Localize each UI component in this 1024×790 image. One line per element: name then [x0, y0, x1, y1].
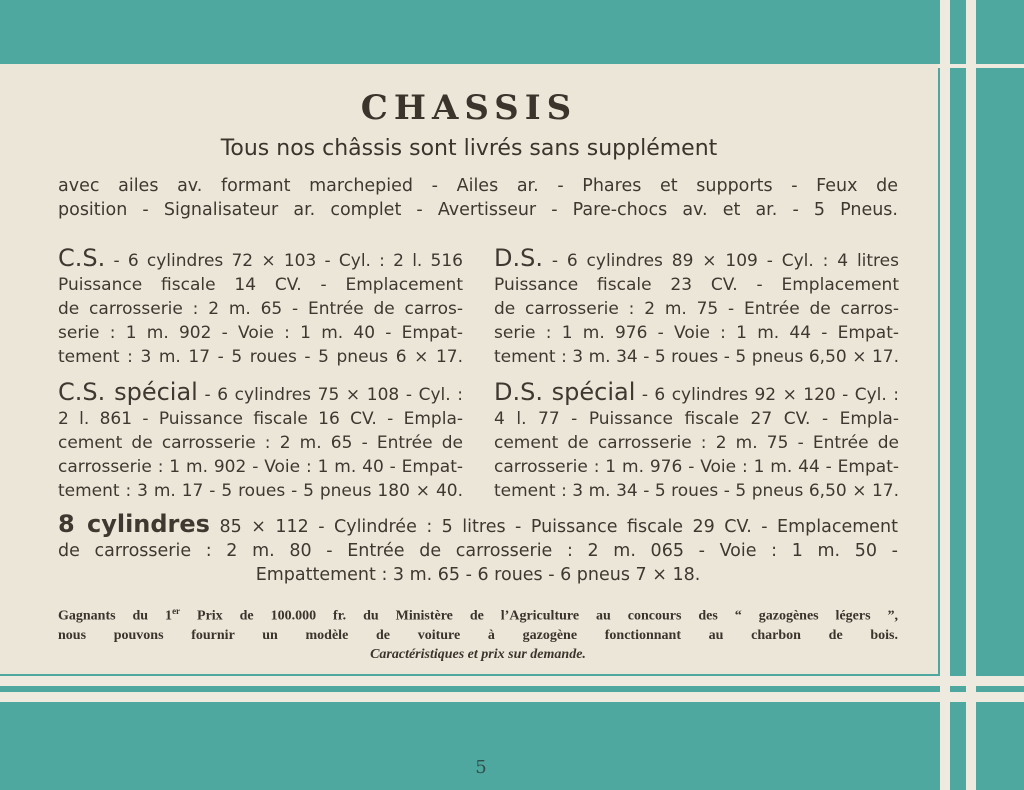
note-line: nous pouvons fournir un modèle de voiture à gazogène fonctionnant au charbon de bois. [58, 627, 898, 643]
page-number: 5 [475, 757, 487, 778]
spec-line: 4 l. 77 - Puissance fiscale 27 CV. - Empla- [494, 409, 899, 429]
spec-line: de carrosserie : 2 m. 65 - Entrée de carros- [58, 299, 463, 319]
frame-stripe [966, 0, 976, 790]
intro-line: position - Signalisateur ar. complet - Avertisseur - Pare-chocs av. et ar. - 5 Pneus. [58, 200, 898, 220]
spec-line: cement de carrosserie : 2 m. 75 - Entrée de [494, 433, 899, 453]
model-name: D.S. [494, 244, 543, 272]
spec-line: Empattement : 3 m. 65 - 6 roues - 6 pneus 7 × 18. [255, 565, 701, 585]
model-name: C.S. spécial [58, 378, 198, 406]
spec-text: - 6 cylindres 72 × 103 - Cyl. : 2 l. 516 [105, 251, 463, 271]
gazogene-note: Gagnants du 1er Prix de 100.000 fr. du Ministère de l’Agriculture au concours des “ gazogènes légers ”, nous pouvons fournir un modèle de voiture à gazogène fonctionnant au charbon de bois. Caractéristiques et prix sur demande. [58, 606, 898, 662]
frame-stripe [0, 676, 1024, 686]
frame-stripe [940, 0, 950, 790]
intro-line: avec ailes av. formant marchepied - Ailes ar. - Phares et supports - Feux de [58, 176, 898, 196]
intro-paragraph [58, 174, 898, 222]
spec-text: - 6 cylindres 92 × 120 - Cyl. : [635, 385, 899, 405]
page-subtitle: Tous nos châssis sont livrés sans supplément [220, 136, 718, 161]
frame-stripe [0, 692, 1024, 702]
spec-line: Puissance fiscale 23 CV. - Emplacement [494, 275, 899, 295]
model-8-cylindres [58, 512, 898, 587]
page-title: CHASSIS [360, 88, 578, 128]
spec-line: carrosserie : 1 m. 902 - Voie : 1 m. 40 - Empat- [58, 457, 463, 477]
spec-line: carrosserie : 1 m. 976 - Voie : 1 m. 44 - Empat- [494, 457, 899, 477]
spec-text: 85 × 112 - Cylindrée : 5 litres - Puissance fiscale 29 CV. - Emplacement [209, 517, 899, 537]
spec-line: tement : 3 m. 34 - 5 roues - 5 pneus 6,50 × 17. [494, 481, 899, 501]
spec-line: tement : 3 m. 17 - 5 roues - 5 pneus 180 × 40. [58, 481, 463, 501]
model-name: D.S. spécial [494, 378, 636, 406]
spec-text: - 6 cylindres 89 × 109 - Cyl. : 4 litres [542, 251, 899, 271]
model-name: C.S. [58, 244, 106, 272]
spec-text: - 6 cylindres 75 × 108 - Cyl. : [197, 385, 463, 405]
spec-line: Puissance fiscale 14 CV. - Emplacement [58, 275, 463, 295]
spec-line: serie : 1 m. 976 - Voie : 1 m. 44 - Empat- [494, 323, 899, 343]
model-cs-special [58, 380, 463, 503]
spec-line: 2 l. 861 - Puissance fiscale 16 CV. - Empla- [58, 409, 463, 429]
spec-line: de carrosserie : 2 m. 75 - Entrée de carros- [494, 299, 899, 319]
spec-line: serie : 1 m. 902 - Voie : 1 m. 40 - Empat- [58, 323, 463, 343]
model-ds-special [494, 380, 899, 503]
frame-stripe [938, 64, 1024, 68]
model-name: 8 cylindres [58, 510, 210, 538]
spec-line: de carrosserie : 2 m. 80 - Entrée de carrosserie : 2 m. 065 - Voie : 1 m. 50 - [58, 541, 898, 561]
note-line: Caractéristiques et prix sur demande. [370, 646, 586, 662]
spec-line: tement : 3 m. 34 - 5 roues - 5 pneus 6,50 × 17. [494, 347, 899, 367]
spec-line: tement : 3 m. 17 - 5 roues - 5 pneus 6 × 17. [58, 347, 463, 367]
spec-line: cement de carrosserie : 2 m. 65 - Entrée de [58, 433, 463, 453]
model-cs [58, 246, 463, 369]
model-ds [494, 246, 899, 369]
